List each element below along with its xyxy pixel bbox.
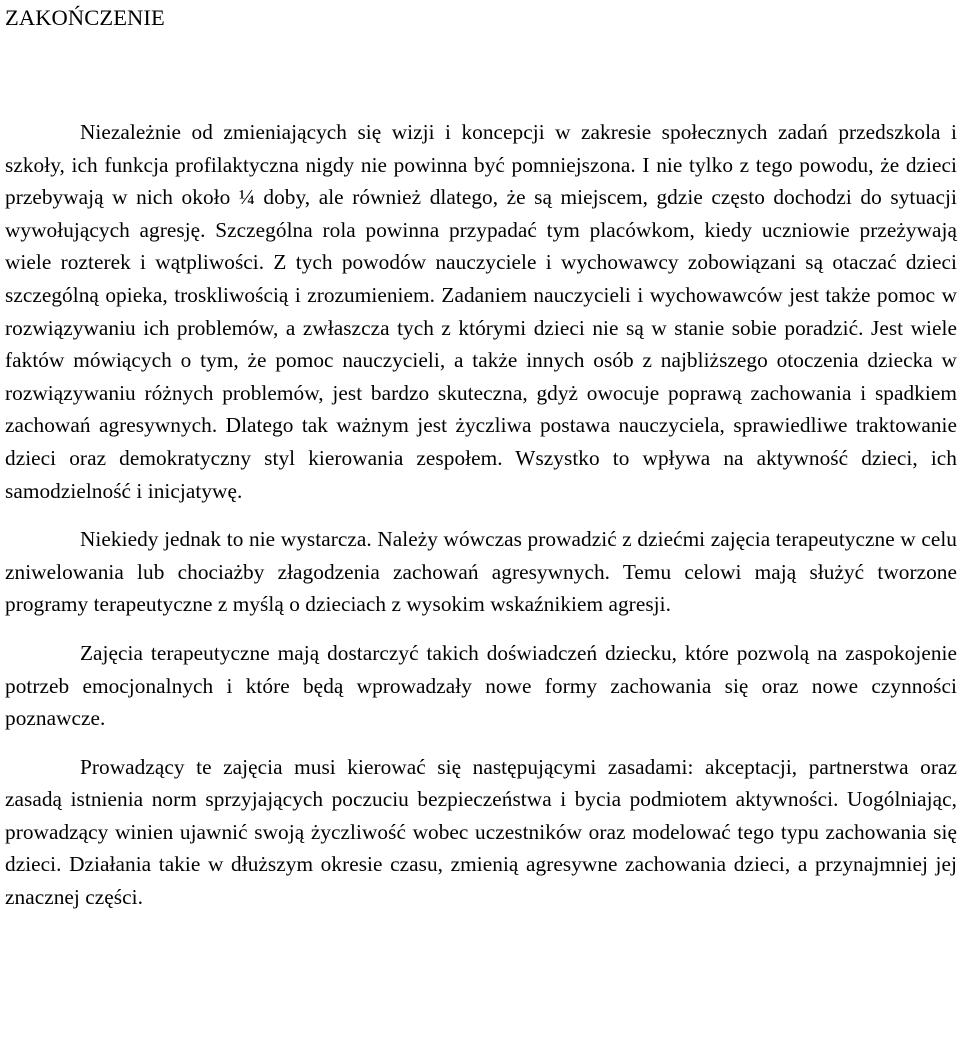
paragraph-1: Niezależnie od zmieniających się wizji i koncepcji w zakresie społecznych zadań przedszkola i szkoły, ich funkcja profilaktyczna nigdy nie powinna być pomniejszona. I nie tylko z tego powodu, że dzieci przebywają w nich około ¼ doby, ale również dlatego, że są miejscem, gdzie często dochodzi do sytuacji wywołujących agresję. Szczególna rola powinna przypadać tym placówkom, kiedy uczniowie przeżywają wiele rozterek i wątpliwości. Z tych powodów nauczyciele i wychowawcy zobowiązani są otaczać dzieci szczególną opieka, troskliwością i zrozumieniem. Zadaniem nauczycieli i wychowawców jest także pomoc w rozwiązywaniu ich problemów, a zwłaszcza tych z którymi dzieci nie są w stanie sobie poradzić. Jest wiele faktów mówiących o tym, że pomoc nauczycieli, a także innych osób z najbliższego otoczenia dziecka w rozwiązywaniu różnych problemów, jest bardzo skuteczna, gdyż owocuje poprawą zachowania i spadkiem zachowań agresywnych. Dlatego tak ważnym jest życzliwa postawa nauczyciela, sprawiedliwe traktowanie dzieci oraz demokratyczny styl kierowania zespołem. Wszystko to wpływa na aktywność dzieci, ich samodzielność i inicjatywę. xyxy=(5,120,957,503)
chapter-heading: ZAKOŃCZENIE xyxy=(5,5,165,30)
paragraph-3: Zajęcia terapeutyczne mają dostarczyć takich doświadczeń dziecku, które pozwolą na zaspokojenie potrzeb emocjonalnych i które będą wprowadzały nowe formy zachowania się oraz nowe czynności poznawcze. xyxy=(5,640,957,731)
paragraph-4: Prowadzący te zajęcia musi kierować się następującymi zasadami: akceptacji, partnerstwa oraz zasadą istnienia norm sprzyjających poczuciu bezpieczeństwa i bycia podmiotem aktywności. Uogólniając, prowadzący winien ujawnić swoją życzliwość wobec uczestników oraz modelować tego typu zachowania się dzieci. Działania takie w dłuższym okresie czasu, zmienią agresywne zachowania dzieci, a przynajmniej jej znacznej części. xyxy=(5,754,957,910)
paragraph-2: Niekiedy jednak to nie wystarcza. Należy wówczas prowadzić z dziećmi zajęcia terapeutyczne w celu zniwelowania lub chociażby złagodzenia zachowań agresywnych. Temu celowi mają służyć tworzone programy terapeutyczne z myślą o dzieciach z wysokim wskaźnikiem agresji. xyxy=(5,527,957,617)
document-page xyxy=(5,0,957,914)
